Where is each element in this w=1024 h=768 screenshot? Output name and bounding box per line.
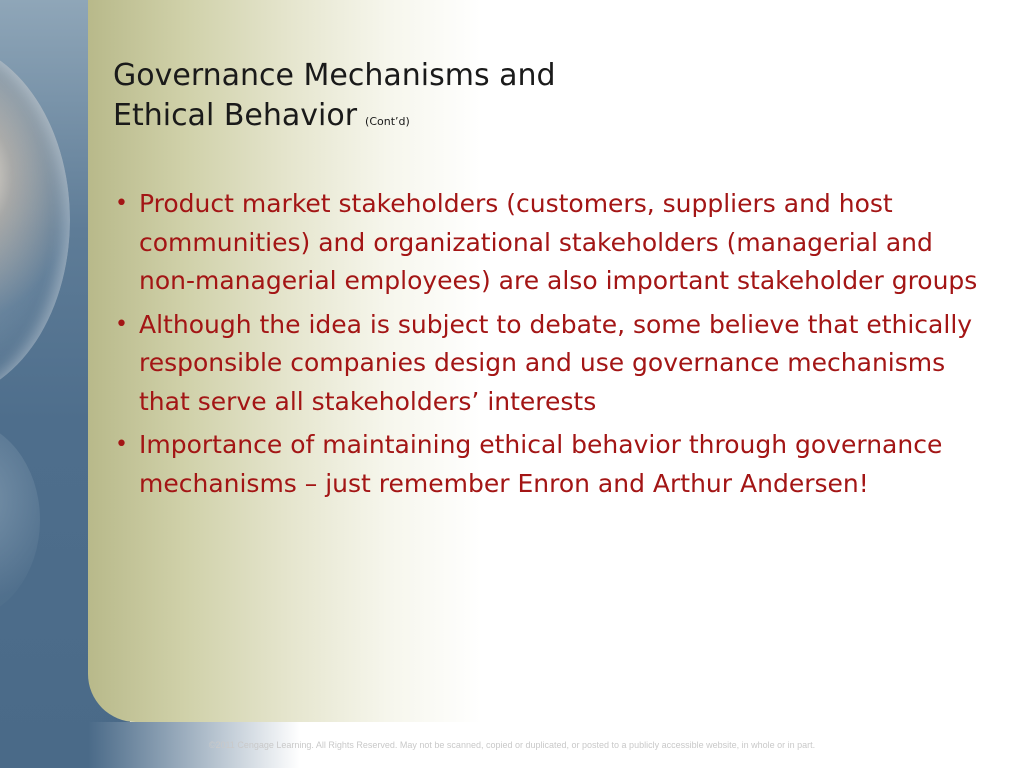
slide-title-line2: Ethical Behavior [113,98,358,133]
copyright-footer: ©2011 Cengage Learning. All Rights Reserved. May not be scanned, copied or duplicated, or posted to a publicly accessible website, in whole or in part. [208,740,816,750]
slide-title-suffix: (Cont’d) [365,115,410,128]
slide-title-line1: Governance Mechanisms and [113,58,556,93]
bullet-dot-icon: • [115,191,128,216]
bullet-text: Importance of maintaining ethical behavior through governance mechanisms – just remember Enron and Arthur Andersen! [139,430,943,498]
slide-title-line2-wrap [113,96,993,142]
globe-reflection-image [0,420,40,620]
glass-globe-image [0,40,70,400]
bullet-item [113,185,993,301]
slide-title [113,56,993,142]
bullet-list [113,185,993,508]
bullet-text: Product market stakeholders (customers, suppliers and host communities) and organizational stakeholders (managerial and non-managerial employees) are also important stakeholder groups [139,189,978,295]
bullet-text: Although the idea is subject to debate, some believe that ethically responsible companies design and use governance mechanisms that serve all stakeholders’ interests [139,309,973,416]
bullet-item [113,426,993,503]
bullet-dot-icon: • [115,311,128,337]
bullet-dot-icon: • [115,432,128,457]
bullet-item [113,306,993,422]
